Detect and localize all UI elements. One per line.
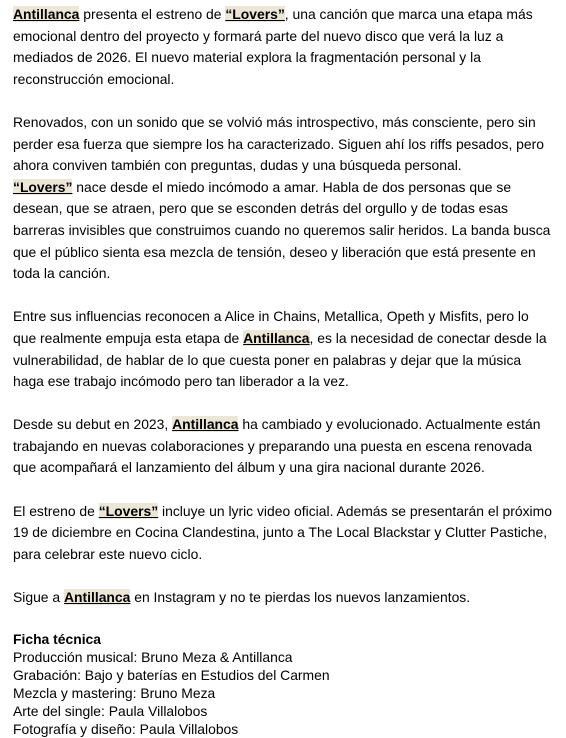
text-span: Desde su debut en 2023, bbox=[13, 416, 173, 433]
credit-line: Grabación: Bajo y baterías en Estudios del Carmen bbox=[13, 667, 330, 684]
credit-line: Arte del single: Paula Villalobos bbox=[13, 703, 208, 720]
text-span: en Instagram y no te pierdas los nuevos lanzamientos. bbox=[130, 589, 471, 606]
text-span: , una canción que marca una etapa más emocional dentro del proyecto y formará parte del nuevo disco que verá la luz a mediados de 2026. El nuevo material explora la fragmentación personal y la reconstrucción emocional. bbox=[13, 6, 533, 87]
credits-title: Ficha técnica bbox=[13, 631, 102, 648]
text-span: nace desde el miedo incómodo a amar. Habla de dos personas que se desean, que se atraen, pero que se esconden detrás del orgullo y de todas esas barreras invisibles que construimos cuando no queremos salir heridos. La banda busca que el público sienta esa mezcla de tensión, deseo y liberación que está presente en toda la canción. bbox=[13, 178, 551, 282]
text-span: ha cambiado y evolucionado. Actualmente están trabajando en nuevas colaboraciones y preparando una puesta en escena renovada que acompañará el lanzamiento del álbum y una gira nacional durante 2026. bbox=[13, 416, 541, 476]
paragraph-release bbox=[13, 501, 553, 566]
credit-line: Mezcla y mastering: Bruno Meza bbox=[13, 685, 216, 702]
text-span: presenta el estreno de bbox=[79, 6, 226, 22]
text-span: El estreno de bbox=[13, 502, 99, 519]
paragraph-intro bbox=[13, 4, 553, 90]
credit-line: Fotografía y diseño: Paula Villalobos bbox=[13, 721, 239, 738]
song-title-highlight: “Lovers” bbox=[13, 178, 73, 195]
text-span: incluye un lyric video oficial. Además se presentarán el próximo 19 de diciembre en Cocina Clandestina, junto a The Local Blackstar y Clutter Pastiche, para celebrar este nuevo ciclo. bbox=[13, 502, 552, 562]
band-name-highlight: Antillanca bbox=[13, 6, 80, 22]
paragraph-history bbox=[13, 414, 553, 479]
credit-line: Producción musical: Bruno Meza & Antillanca bbox=[13, 649, 293, 666]
band-name-highlight: Antillanca bbox=[243, 329, 310, 346]
paragraph-follow bbox=[13, 587, 553, 609]
paragraph-sound: Renovados, con un sonido que se volvió más introspectivo, más consciente, pero sin perder esa fuerza que siempre los ha caracterizado. Siguen ahí los riffs pesados, pero ahora conviven también con preguntas, dudas y una búsqueda personal. bbox=[13, 113, 544, 174]
paragraph-influences bbox=[13, 306, 553, 392]
band-name-highlight: Antillanca bbox=[63, 589, 131, 606]
credits-section bbox=[13, 630, 553, 738]
text-span: Sigue a bbox=[13, 589, 64, 606]
paragraph-song-meaning bbox=[13, 177, 553, 285]
song-title-highlight: “Lovers” bbox=[225, 6, 285, 22]
text-span: Entre sus influencias reconocen a Alice in Chains, Metallica, Opeth y Misfits, pero lo que realmente empuja esta etapa de bbox=[13, 308, 529, 346]
band-name-highlight: Antillanca bbox=[172, 416, 239, 433]
text-span: , es la necesidad de conectar desde la vulnerabilidad, de hablar de lo que cuesta poner en palabras y dejar que la música haga ese trabajo incómodo pero tan liberador a la vez. bbox=[13, 329, 547, 390]
song-title-highlight: “Lovers” bbox=[98, 502, 159, 519]
